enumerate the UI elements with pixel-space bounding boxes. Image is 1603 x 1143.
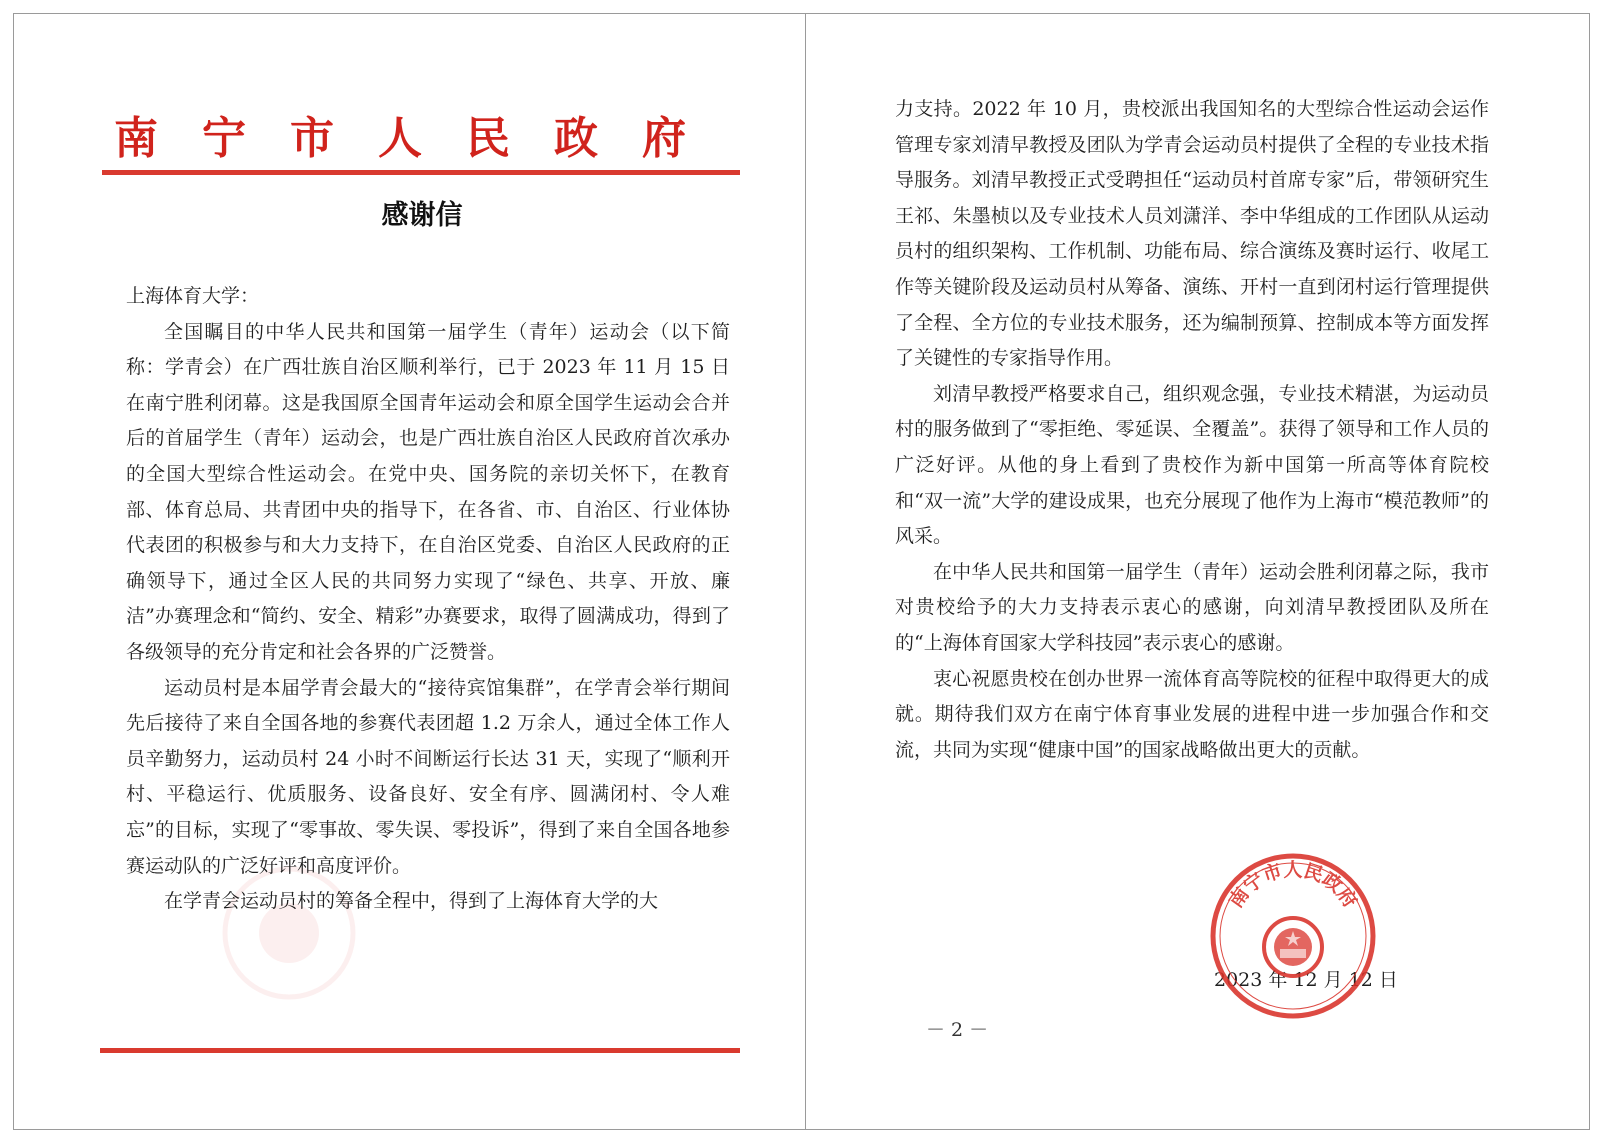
right-page-body bbox=[895, 92, 1489, 768]
page-number: － 2 － bbox=[926, 1019, 989, 1041]
paragraph: 在中华人民共和国第一届学生（青年）运动会胜利闭幕之际，我市对贵校给予的大力支持表示衷心的感谢，向刘清早教授团队及所在的“上海体育国家大学科技园”表示衷心的感谢。 bbox=[895, 560, 1489, 654]
letter-title: 感谢信 bbox=[381, 200, 463, 231]
paragraph: 衷心祝愿贵校在创办世界一流体育高等院校的征程中取得更大的成就。期待我们双方在南宁体育事业发展的进程中进一步加强合作和交流，共同为实现“健康中国”的国家战略做出更大的贡献。 bbox=[895, 667, 1489, 761]
right-page bbox=[806, 13, 1589, 1130]
paragraph: 刘清早教授严格要求自己，组织观念强，专业技术精湛，为运动员村的服务做到了“零拒绝、零延误、全覆盖”。获得了领导和工作人员的广泛好评。从他的身上看到了贵校作为新中国第一所高等体育院校和“双一流”大学的建设成果，也充分展现了他作为上海市“模范教师”的风采。 bbox=[895, 382, 1489, 548]
footer-red-rule bbox=[100, 1048, 740, 1053]
paragraph: 全国瞩目的中华人民共和国第一届学生（青年）运动会（以下简称：学青会）在广西壮族自治区顺利举行，已于 2023 年 11 月 15 日在南宁胜利闭幕。这是我国原全国青年运动会和原全国学生运动会合并后的首届学生（青年）运动会，也是广西壮族自治区人民政府首次承办的全国大型综合性运动会。在党中央、国务院的亲切关怀下，在教育部、体育总局、共青团中央的指导下，在各省、市、自治区、行业体协代表团的积极参与和大力支持下，在自治区党委、自治区人民政府的正确领导下，通过全区人民的共同努力实现了“绿色、共享、开放、廉洁”办赛理念和“简约、安全、精彩”办赛要求，取得了圆满成功，得到了各级领导的充分肯定和社会各界的广泛赞誉。 bbox=[126, 320, 730, 663]
paragraph: 在学青会运动员村的筹备全程中，得到了上海体育大学的大 bbox=[164, 890, 659, 913]
national-emblem-icon bbox=[1264, 918, 1322, 976]
seal-text: 南宁市人民政府 bbox=[1224, 859, 1362, 912]
salutation: 上海体育大学： bbox=[126, 285, 260, 307]
header-red-rule bbox=[102, 170, 740, 175]
government-header-title: 南宁市人民政府 bbox=[114, 113, 730, 164]
left-page bbox=[14, 13, 804, 1130]
paragraph: 运动员村是本届学青会最大的“接待宾馆集群”，在学青会举行期间先后接待了来自全国各地的参赛代表团超 1.2 万余人，通过全体工作人员辛勤努力，运动员村 24 小时不间断运行长达 31 天，实现了“顺利开村、平稳运行、优质服务、设备良好、安全有序、圆满闭村、令人难忘”的目标，实现了“零事故、零失误、零投诉”，得到了来自全国各地参赛运动队的广泛好评和高度评价。 bbox=[126, 676, 730, 877]
official-seal bbox=[1208, 851, 1378, 1021]
paragraph-continuation: 力支持。2022 年 10 月，贵校派出我国知名的大型综合性运动会运作管理专家刘清早教授及团队为学青会运动员村提供了全程的专业技术指导服务。刘清早教授正式受聘担任“运动员村首席专家”后，带领研究生王祁、朱墨桢以及专业技术人员刘潇洋、李中华组成的工作团队从运动员村的组织架构、工作机制、功能布局、综合演练及赛时运行、收尾工作等关键阶段及运动员村从筹备、演练、开村一直到闭村运行管理提供了全程、全方位的专业技术服务，还为编制预算、控制成本等方面发挥了关键性的专家指导作用。 bbox=[895, 98, 1489, 370]
letter-date: 2023 年 12 月 12 日 bbox=[1214, 969, 1398, 991]
left-page-body bbox=[126, 279, 730, 920]
